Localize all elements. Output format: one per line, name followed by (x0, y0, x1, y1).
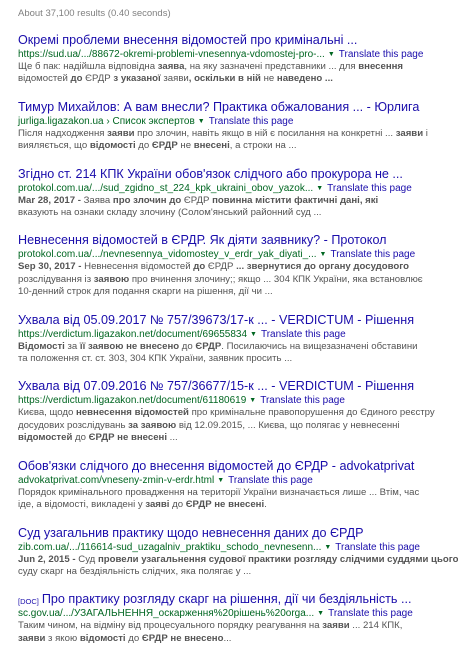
snippet-text: вияляється, що (18, 140, 90, 152)
result-snippet (18, 127, 428, 153)
snippet-line (18, 61, 404, 73)
snippet-text: ... (167, 432, 178, 444)
snippet-text: до (72, 432, 89, 444)
file-type-tag: [DOC] (18, 597, 39, 607)
snippet-line (18, 207, 404, 219)
snippet-highlight: внесені (130, 432, 168, 444)
snippet-text: Невнесення відомостей (84, 261, 191, 273)
result-url: https://verdictum.ligazakon.net/document/69655834 (18, 328, 248, 340)
snippet-line (18, 432, 404, 444)
snippet-line (18, 73, 404, 85)
snippet-highlight: заявою (93, 273, 130, 285)
snippet-text: ... (223, 632, 232, 644)
snippet-line (18, 140, 404, 152)
result-url-row (18, 248, 416, 261)
snippet-line (18, 261, 409, 273)
snippet-line (18, 353, 404, 365)
result-title-row (18, 458, 415, 474)
snippet-highlight: заяви (322, 620, 350, 632)
snippet-highlight: за заявою (128, 419, 177, 431)
snippet-highlight: ЄРДР (141, 632, 168, 644)
search-result (18, 592, 413, 645)
result-url: sc.gov.ua/.../УЗАГАЛЬНЕННЯ_оскарження%20рішень%20orga... (18, 608, 315, 620)
url-dropdown-arrow-icon[interactable]: ▼ (250, 330, 257, 338)
translate-page-link[interactable]: Translate this page (328, 608, 413, 620)
snippet-text: про кримінальне правопорушення до Єдиного реєстру (188, 407, 435, 419)
result-snippet (18, 407, 435, 444)
snippet-text: , на яку зазначені представники ... для (184, 61, 359, 72)
result-title-link[interactable]: Окремі проблеми внесення відомостей про кримінальні ... (18, 33, 358, 47)
search-result (18, 33, 424, 86)
result-url: advokatprivat.com/vneseny-zmin-v-erdr.html (18, 474, 215, 486)
snippet-highlight: внесення (358, 61, 404, 72)
snippet-highlight: , оскільки в ній (188, 73, 264, 85)
result-snippet (18, 61, 404, 86)
result-url: https://sud.ua/.../88672-okremi-problemi-vnesennya-vdomostej-pro-... (18, 49, 325, 60)
result-url-row (18, 607, 413, 620)
result-snippet (18, 261, 423, 298)
snippet-highlight: Sep 30, 2017 - (18, 261, 85, 273)
snippet-text: досудових розслідувань (18, 419, 129, 431)
snippet-highlight: заяви (395, 127, 424, 139)
snippet-text: про вчинення злочину;; якщо ... 304 КПК України, яка встановлює (129, 273, 423, 285)
result-url: protokol.com.ua/.../nevnesennya_vidomostey_v_erdr_yak_diyati_... (18, 249, 317, 261)
snippet-highlight: відомості (89, 140, 136, 152)
translate-page-link[interactable]: Translate this page (327, 182, 412, 194)
snippet-text: з якою (45, 632, 80, 644)
search-result (18, 312, 418, 366)
snippet-highlight: про злочин до (110, 194, 184, 206)
snippet-highlight: ЄРДР (185, 499, 212, 511)
snippet-highlight: до (67, 73, 86, 85)
snippet-text: іде, а відомості, викладені у (18, 499, 146, 511)
url-dropdown-arrow-icon[interactable]: ▼ (197, 117, 205, 125)
result-url-row (18, 541, 420, 554)
translate-page-link[interactable]: Translate this page (260, 395, 345, 407)
snippet-text: ЄРДР (85, 73, 111, 85)
snippet-text: ЄРДР (183, 194, 210, 206)
snippet-highlight: внесено (139, 340, 180, 352)
snippet-highlight: заява (157, 61, 185, 72)
search-result (18, 525, 458, 579)
snippet-line (18, 420, 404, 432)
result-title-link[interactable]: Згідно ст. 214 КПК України обов'язок слідчого або прокурора не ... (18, 166, 403, 181)
snippet-text: не (263, 73, 275, 85)
snippet-highlight: ЄРДР (195, 340, 222, 352)
result-url: https://verdictum.ligazakon.net/document/61180619 (18, 395, 247, 407)
result-title-link[interactable]: Тимур Михайлов: А вам внесли? Практика обжалования ... - Юрлига (18, 99, 420, 114)
snippet-line (18, 566, 404, 578)
snippet-highlight: ... звернутися до органу досудового (233, 261, 409, 273)
result-title-link[interactable]: Невнесення відомостей в ЄРДР. Як діяти заявнику? - Протокол (18, 233, 387, 248)
snippet-text: . (264, 499, 267, 511)
search-results-page (0, 8, 458, 644)
result-url: protokol.com.ua/.../sud_zgidno_st_224_kpk_ukraini_obov_yazok... (18, 182, 314, 194)
result-title-link[interactable]: Обов'язки слідчого до внесення відомостей до ЄРДР - advokatprivat (18, 458, 415, 473)
snippet-text: від 12.09.2015, ... Києва, що полягає у невнесенні (176, 419, 400, 431)
translate-page-link[interactable]: Translate this page (338, 49, 424, 60)
snippet-line (18, 340, 418, 353)
snippet-text: відомостей (18, 73, 68, 85)
snippet-highlight: наведено ... (274, 73, 333, 85)
snippet-text: вказують на ознаки складу злочину (Солом'янський районний суд ... (18, 207, 322, 219)
result-url-row (18, 394, 404, 407)
snippet-line (18, 553, 458, 566)
url-dropdown-arrow-icon[interactable]: ▼ (327, 51, 335, 58)
snippet-highlight: внесено (184, 632, 224, 644)
snippet-highlight: Відомості (18, 340, 65, 352)
result-title-link[interactable]: Про практику розгляду скарг на рішення, дії чи бездіяльність ... (41, 592, 412, 607)
url-dropdown-arrow-icon[interactable]: ▼ (317, 610, 325, 618)
snippet-line (18, 286, 404, 298)
snippet-line (18, 273, 423, 286)
snippet-text: 10-денний строк для подання скарги на рішення, дії чи ... (18, 286, 273, 298)
result-url-row (18, 328, 404, 341)
result-url: zib.com.ua/.../116614-sud_uzagalniv_praktiku_schodo_nevnesenn... (18, 541, 322, 553)
snippet-highlight: до (190, 261, 208, 273)
snippet-text: Таким чином, на відміну від процесуального порядку реагування на (18, 620, 323, 632)
snippet-text: розслідування із (18, 273, 94, 285)
snippet-text: до (169, 499, 186, 511)
snippet-text: до (179, 340, 196, 352)
url-dropdown-arrow-icon[interactable]: ▼ (249, 397, 257, 405)
snippet-highlight: відомості (79, 632, 126, 644)
snippet-highlight: не (214, 499, 226, 511)
snippet-text: і (423, 127, 428, 139)
snippet-line (18, 407, 435, 419)
snippet-text: та положення ст. ст. 303, 304 КПК України, заявник просить ... (18, 353, 293, 365)
url-dropdown-arrow-icon[interactable]: ▼ (217, 476, 225, 484)
snippet-highlight: Mar 28, 2017 - (18, 194, 84, 206)
snippet-highlight: невнесення відомостей (76, 407, 189, 419)
translate-page-link[interactable]: Translate this page (228, 474, 313, 486)
snippet-line (18, 620, 404, 632)
snippet-highlight: внесені (193, 140, 230, 152)
result-title-link[interactable]: Ухвала від 05.09.2017 № 757/39673/17-к ... - VERDICTUM - Рішення (18, 312, 415, 327)
search-result (18, 458, 420, 512)
result-title-row (18, 312, 415, 328)
snippet-highlight: внесені (228, 499, 265, 511)
result-url-row (18, 48, 424, 61)
snippet-highlight: її (79, 340, 86, 352)
result-url-row (18, 474, 404, 487)
search-result (18, 379, 435, 444)
snippet-text: ... 214 КПК, (349, 620, 403, 632)
snippet-highlight: ЄРДР (88, 432, 115, 444)
snippet-highlight: заяві (145, 499, 170, 511)
snippet-text: до (135, 140, 152, 152)
url-dropdown-arrow-icon[interactable]: ▼ (319, 251, 327, 259)
result-title-row (18, 379, 415, 394)
snippet-line (18, 633, 404, 645)
snippet-text: Заява (83, 194, 111, 206)
snippet-text: суду скарг на бездіяльність слідчих, яка полягає у ... (18, 565, 252, 577)
snippet-text: . Посилаючись на вищезазначені обставини (221, 340, 418, 352)
translate-page-link[interactable]: Translate this page (260, 328, 346, 340)
result-title-row (18, 167, 404, 182)
result-title-row (18, 33, 404, 48)
result-title-row (18, 592, 412, 607)
snippet-highlight: заяви (107, 127, 135, 139)
snippet-text: ЄРДР (207, 261, 234, 273)
snippet-highlight: Jun 2, 2015 - (18, 553, 79, 565)
snippet-text: Ще б пак: надійшла відповідна (18, 61, 158, 72)
snippet-text: за (64, 340, 80, 352)
translate-page-link[interactable]: Translate this page (330, 249, 416, 261)
snippet-text: , а строки на ... (229, 140, 297, 152)
snippet-text: Суд (78, 553, 96, 565)
search-result (18, 99, 428, 153)
snippet-text: Після надходження (18, 127, 108, 139)
result-stats: About 37,100 results (0.40 seconds) (18, 8, 171, 19)
snippet-text: про злочин, навіть якщо в ній є посилання на конкретні ... (134, 127, 396, 139)
snippet-highlight: заявою (87, 340, 124, 352)
snippet-line (18, 486, 420, 499)
snippet-highlight: не (126, 340, 138, 352)
snippet-highlight: ЄРДР (151, 140, 178, 152)
snippet-line (18, 195, 404, 207)
result-title-row (18, 233, 404, 248)
snippet-highlight: провели узагальнення судової практики розгляду слідчими суддями цього (95, 553, 458, 565)
snippet-highlight: з указаної (110, 73, 164, 85)
result-url: jurliga.ligazakon.ua › Список экспертов (18, 115, 195, 127)
snippet-highlight: не (117, 432, 129, 444)
result-snippet (18, 620, 404, 645)
search-result (18, 233, 423, 298)
result-snippet (18, 195, 404, 220)
snippet-line (18, 499, 404, 511)
snippet-text: Порядок кримінального провадження на території України визначається лише ... Втім, час (18, 486, 420, 498)
snippet-highlight: не (170, 632, 182, 644)
result-snippet (18, 553, 458, 579)
snippet-highlight: заяви (18, 632, 46, 644)
translate-page-link[interactable]: Translate this page (208, 115, 294, 127)
translate-page-link[interactable]: Translate this page (335, 541, 420, 553)
snippet-highlight: відомостей (18, 432, 73, 444)
result-url-row (18, 115, 404, 128)
url-dropdown-arrow-icon[interactable]: ▼ (324, 543, 332, 551)
result-title-row (18, 99, 420, 115)
result-snippet (18, 340, 418, 366)
result-snippet (18, 486, 420, 512)
url-dropdown-arrow-icon[interactable]: ▼ (316, 184, 324, 192)
snippet-text: до (125, 632, 142, 644)
snippet-text: заяви (163, 73, 189, 85)
results-list (6, 33, 458, 645)
snippet-text: Києва, щодо (18, 407, 77, 419)
result-url-row (18, 182, 412, 195)
result-title-row (18, 526, 404, 541)
snippet-highlight: повинна містити фактичні дані, які (209, 194, 379, 206)
snippet-text: не (177, 140, 194, 152)
result-title-link[interactable]: Суд узагальнив практику щодо невнесення даних до ЄРДР (18, 525, 364, 540)
search-result (18, 166, 412, 220)
snippet-line (18, 127, 428, 140)
result-title-link[interactable]: Ухвала від 07.09.2016 № 757/36677/15-к ... - VERDICTUM - Рішення (18, 379, 415, 394)
